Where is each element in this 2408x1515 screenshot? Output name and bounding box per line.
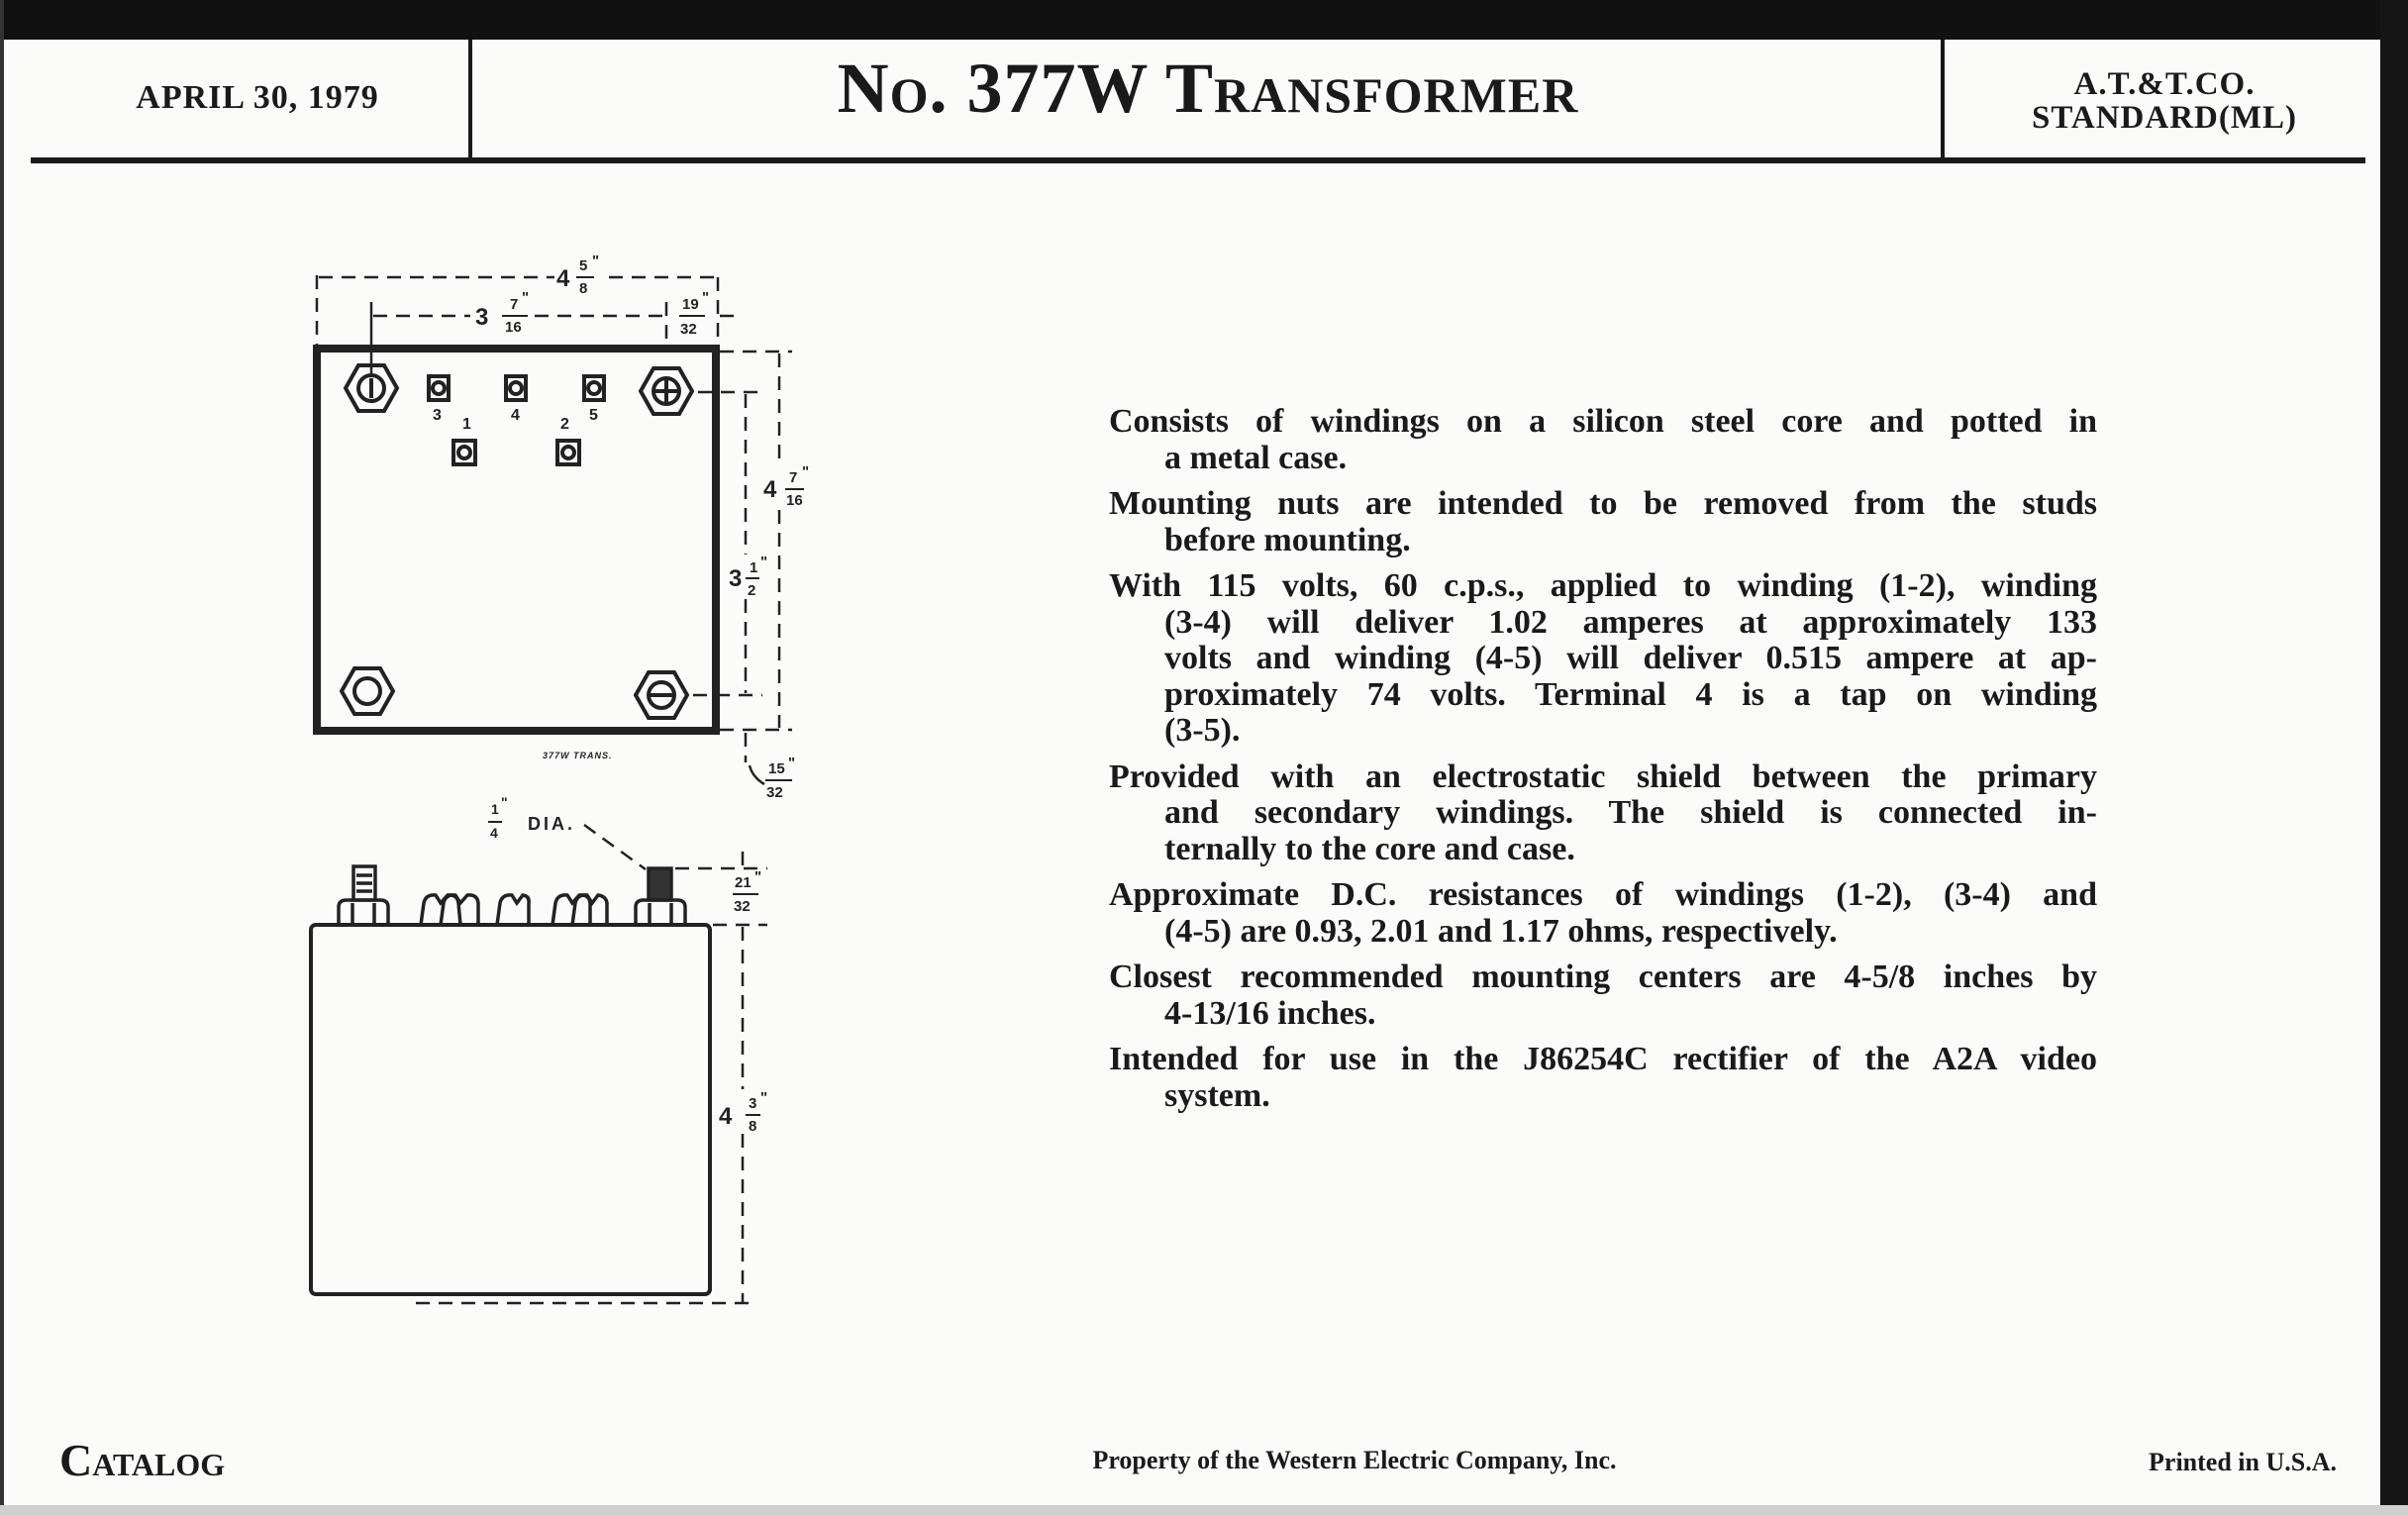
side-view-labels (488, 794, 767, 1135)
catalog-label: Catalog (59, 1435, 226, 1485)
inch-mark: " (802, 463, 810, 480)
printed-notice: Printed in U.S.A. (2149, 1448, 2337, 1476)
description-line: (3-5). (1164, 712, 1241, 749)
description-line: Provided with an electrostatic shield between the primary (1109, 758, 2097, 795)
dim-denominator: 2 (748, 582, 756, 599)
terminal-label: 3 (433, 407, 442, 424)
dim-numerator: 3 (749, 1095, 757, 1112)
description-line: volts and winding (4-5) will deliver 0.515 ampere at ap- (1164, 640, 2097, 676)
terminal-label: 4 (511, 407, 520, 424)
mounting-stud-icon (342, 668, 393, 714)
dim-whole: 3 (729, 565, 743, 592)
description-paragraph (1109, 404, 2097, 476)
mounting-stud-icon (641, 368, 692, 414)
dim-whole: 4 (556, 265, 570, 292)
inch-mark: " (501, 794, 508, 810)
description-line: (4-5) are 0.93, 2.01 and 1.17 ohms, respectively. (1164, 912, 1838, 950)
dim-whole: 4 (763, 476, 777, 503)
standard-company: A.T.&T.CO. (2073, 66, 2256, 102)
mounting-stud-icon (636, 672, 687, 718)
dim-whole: 3 (475, 304, 489, 331)
description-line: Approximate D.C. resistances of windings (1-2), (3-4) and (1109, 876, 2097, 913)
description-line: Consists of windings on a silicon steel core and potted in (1109, 403, 2097, 440)
terminal-icon (506, 376, 526, 400)
dim-denominator: 32 (680, 321, 697, 338)
case-outline-side (311, 925, 710, 1294)
inch-mark: " (760, 554, 768, 570)
dim-numerator: 1 (750, 559, 758, 576)
drawing-label: 377W TRANS. (543, 751, 613, 760)
description-paragraph (1109, 960, 2097, 1032)
property-notice: Property of the Western Electric Company, Inc. (1092, 1446, 1617, 1474)
description-paragraph (1109, 568, 2097, 750)
terminal-label: 1 (462, 416, 471, 433)
description-paragraph (1109, 877, 2097, 950)
inch-mark: " (760, 1089, 768, 1106)
issue-date: APRIL 30, 1979 (136, 79, 379, 116)
terminal-icon (557, 441, 579, 464)
side-view (311, 825, 767, 1303)
description-line: a metal case. (1164, 439, 1348, 476)
dim-numerator: 21 (735, 874, 752, 891)
standard-type: STANDARD(ML) (2031, 100, 2298, 136)
description-paragraph (1109, 486, 2097, 558)
inch-mark: " (754, 868, 762, 885)
dim-denominator: 32 (766, 784, 783, 801)
dim-denominator: 4 (490, 825, 498, 841)
dim-denominator: 16 (505, 319, 522, 336)
dim-numerator: 1 (491, 801, 499, 817)
terminal-icon (429, 376, 449, 400)
terminal-icon (584, 376, 604, 400)
description (1109, 404, 2097, 1124)
inch-mark: " (788, 755, 796, 771)
dim-denominator: 16 (786, 492, 803, 509)
dim-numerator: 7 (510, 296, 519, 313)
dim-numerator: 5 (579, 257, 588, 274)
dim-whole: 4 (719, 1103, 733, 1130)
terminal-label: 2 (560, 416, 569, 433)
dim-numerator: 19 (682, 296, 699, 313)
inch-mark: " (522, 289, 530, 306)
inch-mark: " (702, 289, 710, 306)
inch-mark: " (592, 252, 600, 269)
mounting-stud-icon (636, 868, 685, 925)
dim-numerator: 7 (789, 469, 798, 486)
description-paragraph (1109, 1042, 2097, 1114)
top-view (317, 275, 792, 784)
top-view-labels (433, 252, 809, 801)
terminal-label: 5 (589, 407, 598, 424)
mounting-stud-icon (339, 866, 388, 925)
description-line: Closest recommended mounting centers are 4-5/8 inches by (1109, 959, 2097, 995)
description-line: system. (1164, 1076, 1270, 1114)
description-line: ternally to the core and case. (1164, 830, 1575, 867)
terminal-icon (453, 441, 475, 464)
page-title: No. 377W Transformer (837, 49, 1579, 128)
description-line: (3-4) will deliver 1.02 amperes at approximately 133 (1164, 603, 2097, 641)
description-line: proximately 74 volts. Terminal 4 is a tap on winding (1164, 675, 2097, 713)
description-line: and secondary windings. The shield is connected in- (1164, 794, 2097, 831)
description-line: Intended for use in the J86254C rectifier of the A2A video (1109, 1041, 2097, 1077)
description-paragraph (1109, 759, 2097, 868)
description-line: before mounting. (1164, 521, 1411, 558)
description-line: 4-13/16 inches. (1164, 994, 1376, 1032)
diameter-label: DIA. (528, 814, 575, 834)
dim-denominator: 8 (749, 1118, 757, 1135)
terminal-lug-icon (421, 895, 607, 925)
dim-denominator: 8 (579, 280, 588, 297)
dim-numerator: 15 (768, 760, 785, 777)
description-line: Mounting nuts are intended to be removed from the studs (1109, 485, 2097, 522)
description-line: With 115 volts, 60 c.p.s., applied to winding (1-2), winding (1109, 567, 2097, 604)
dim-denominator: 32 (734, 898, 751, 915)
